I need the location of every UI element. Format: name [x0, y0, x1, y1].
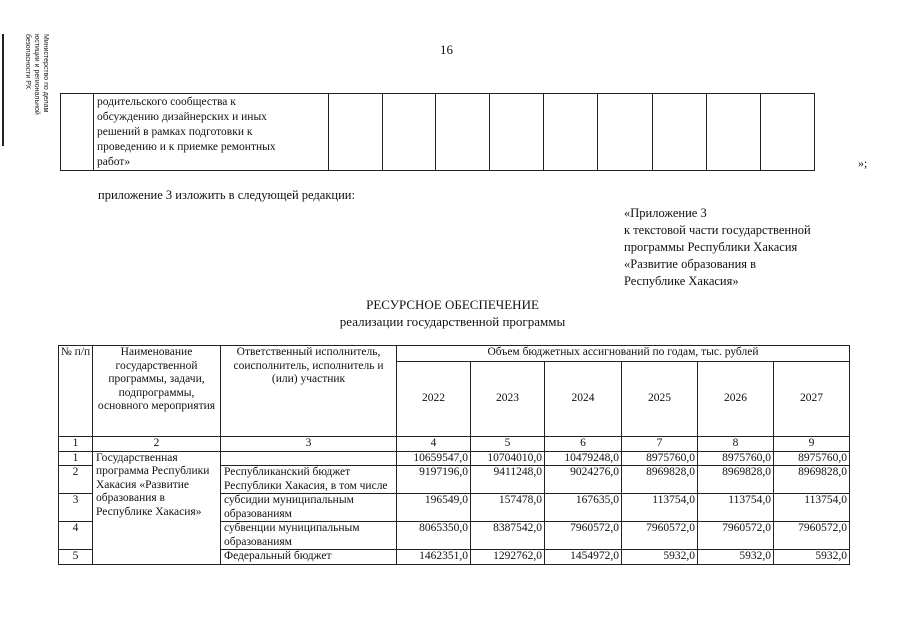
col-number: 5	[471, 437, 545, 452]
row-resp: Федеральный бюджет	[221, 550, 397, 565]
col-number: 9	[774, 437, 850, 452]
year-cell: 2025	[622, 362, 698, 437]
row-resp: субвенции муниципальным образованиям	[221, 522, 397, 550]
cell-line: решений в рамках подготовки к	[97, 126, 253, 138]
value-cell: 5932,0	[774, 550, 850, 565]
value-cell: 8065350,0	[397, 522, 471, 550]
table-cell	[707, 94, 761, 171]
table-cell	[490, 94, 544, 171]
stamp-line: Министерство по делам	[42, 34, 49, 113]
table-row	[59, 451, 850, 466]
col-number: 8	[698, 437, 774, 452]
table-cell	[761, 94, 815, 171]
appendix-line: «Приложение 3	[624, 206, 707, 220]
col-number: 7	[622, 437, 698, 452]
row-resp: Республиканский бюджет Республики Хакасия, в том числе	[221, 466, 397, 494]
value-cell: 10479248,0	[545, 451, 622, 466]
stamp-line: юстиции и региональной	[33, 34, 40, 115]
cell-line: родительского сообщества к	[97, 96, 236, 108]
appendix-header	[624, 205, 811, 290]
document-title: РЕСУРСНОЕ ОБЕСПЕЧЕНИЕ	[366, 297, 539, 312]
registration-stamp	[2, 34, 48, 146]
cell-line: работ»	[97, 156, 131, 168]
year-cell: 2024	[545, 362, 622, 437]
value-cell: 8969828,0	[622, 466, 698, 494]
value-cell: 10659547,0	[397, 451, 471, 466]
value-cell: 9197196,0	[397, 466, 471, 494]
stamp-line: безопасности РХ	[24, 34, 31, 90]
value-cell: 196549,0	[397, 494, 471, 522]
year-cell: 2026	[698, 362, 774, 437]
row-number: 2	[59, 466, 93, 494]
value-cell: 8975760,0	[622, 451, 698, 466]
table-cell	[383, 94, 436, 171]
value-cell: 167635,0	[545, 494, 622, 522]
table-cell	[653, 94, 707, 171]
appendix-line: «Развитие образования в	[624, 257, 757, 271]
header-row	[59, 346, 850, 362]
value-cell: 8387542,0	[471, 522, 545, 550]
value-cell: 10704010,0	[471, 451, 545, 466]
value-cell: 7960572,0	[622, 522, 698, 550]
value-cell: 1454972,0	[545, 550, 622, 565]
value-cell: 8969828,0	[698, 466, 774, 494]
document-subtitle: реализации государственной программы	[339, 314, 566, 329]
table-cell	[94, 94, 329, 171]
table-cell	[436, 94, 490, 171]
header-name: Наименование государственной программы, задачи, подпрограммы, основного мероприятия	[93, 346, 221, 437]
row-resp	[221, 451, 397, 466]
header-num: № п/п	[59, 346, 93, 437]
page-number: 16	[440, 42, 453, 57]
value-cell: 1292762,0	[471, 550, 545, 565]
table-cell	[598, 94, 653, 171]
continuation-table	[60, 93, 815, 171]
col-number: 3	[221, 437, 397, 452]
table-row	[61, 94, 815, 171]
resource-table	[58, 345, 850, 565]
value-cell: 9411248,0	[471, 466, 545, 494]
column-number-row	[59, 437, 850, 452]
cell-line: проведению и к приемке ремонтных	[97, 141, 276, 153]
quote-end: »;	[858, 156, 868, 170]
value-cell: 5932,0	[698, 550, 774, 565]
year-cell: 2023	[471, 362, 545, 437]
header-funds: Объем бюджетных ассигнований по годам, тыс. рублей	[397, 346, 850, 362]
lead-text: приложение 3 изложить в следующей редакции:	[98, 188, 355, 202]
value-cell: 157478,0	[471, 494, 545, 522]
year-cell: 2027	[774, 362, 850, 437]
col-number: 6	[545, 437, 622, 452]
cell-line: обсуждению дизайнерских и иных	[97, 111, 267, 123]
value-cell: 7960572,0	[774, 522, 850, 550]
value-cell: 113754,0	[622, 494, 698, 522]
year-cell: 2022	[397, 362, 471, 437]
row-number: 4	[59, 522, 93, 550]
table-cell	[61, 94, 94, 171]
value-cell: 8975760,0	[698, 451, 774, 466]
row-number: 3	[59, 494, 93, 522]
row-resp: субсидии муниципальным образованиям	[221, 494, 397, 522]
row-number: 1	[59, 451, 93, 466]
value-cell: 9024276,0	[545, 466, 622, 494]
col-number: 4	[397, 437, 471, 452]
value-cell: 1462351,0	[397, 550, 471, 565]
col-number: 1	[59, 437, 93, 452]
value-cell: 113754,0	[774, 494, 850, 522]
value-cell: 7960572,0	[698, 522, 774, 550]
appendix-line: программы Республики Хакасия	[624, 240, 798, 254]
appendix-line: Республике Хакасия»	[624, 274, 739, 288]
value-cell: 113754,0	[698, 494, 774, 522]
value-cell: 5932,0	[622, 550, 698, 565]
value-cell: 8969828,0	[774, 466, 850, 494]
program-name: Государственная программа Республики Хакасия «Развитие образования в Республике Хакасия»	[93, 451, 221, 564]
table-cell	[544, 94, 598, 171]
col-number: 2	[93, 437, 221, 452]
value-cell: 7960572,0	[545, 522, 622, 550]
header-resp: Ответственный исполнитель, соисполнитель, исполнитель и (или) участник	[221, 346, 397, 437]
appendix-line: к текстовой части государственной	[624, 223, 811, 237]
table-cell	[329, 94, 383, 171]
value-cell: 8975760,0	[774, 451, 850, 466]
row-number: 5	[59, 550, 93, 565]
